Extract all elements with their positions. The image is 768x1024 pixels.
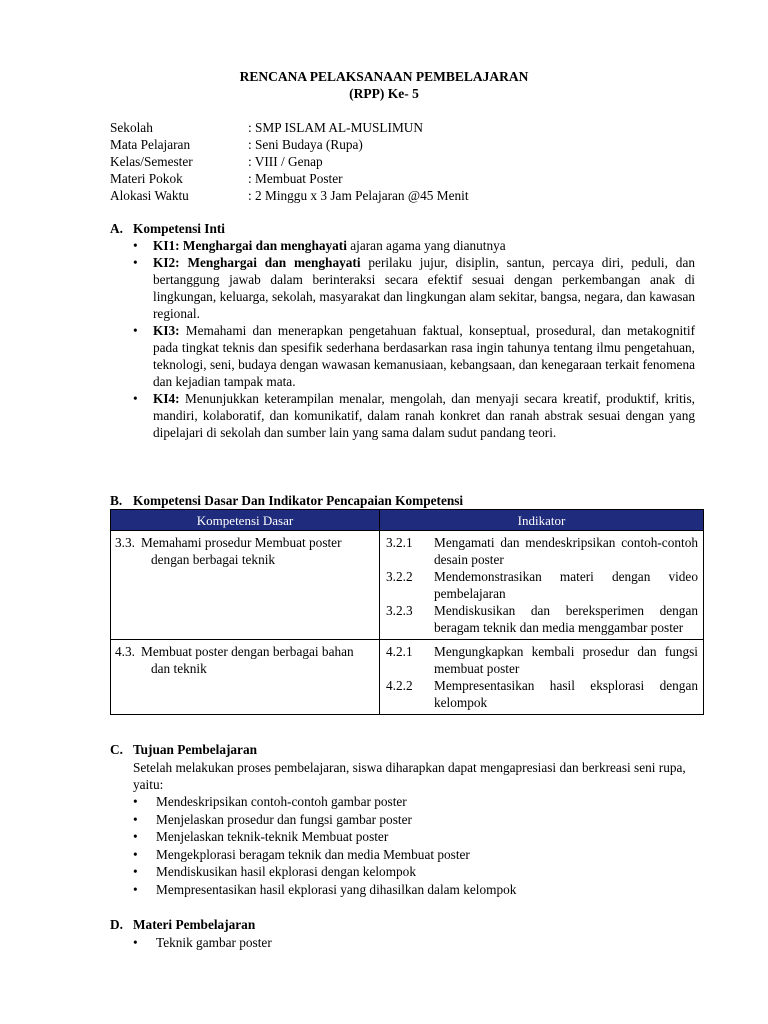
tujuan-list <box>133 793 516 899</box>
list-item-text: Teknik gambar poster <box>156 935 272 950</box>
identity-row <box>110 187 469 204</box>
section-letter: C. <box>110 742 123 757</box>
list-item <box>133 828 516 846</box>
ki-text: ajaran agama yang dianutnya <box>346 238 506 253</box>
list-item-text: Mempresentasikan hasil ekplorasi yang dihasilkan dalam kelompok <box>156 881 517 897</box>
indikator-item <box>386 602 698 636</box>
section-letter: B. <box>110 493 123 508</box>
kd-number: 4.3. <box>115 644 135 659</box>
identity-label: Materi Pokok <box>110 171 183 186</box>
identity-table <box>110 119 469 204</box>
bullet-icon: • <box>133 846 138 862</box>
kd-number: 3.3. <box>115 535 135 550</box>
bullet-icon: • <box>133 935 138 950</box>
ki-label: KI1: Menghargai dan menghayati <box>153 238 347 253</box>
indikator-text: Mempresentasikan hasil eksplorasi dengan kelompok <box>434 678 698 710</box>
bullet-icon: • <box>133 864 138 880</box>
identity-row <box>110 136 469 153</box>
list-item <box>133 846 516 864</box>
bullet-icon: • <box>133 811 138 827</box>
section-title: Tujuan Pembelajaran <box>133 742 257 757</box>
table-row <box>111 640 704 715</box>
identity-label: Alokasi Waktu <box>110 188 189 203</box>
list-item <box>133 322 695 390</box>
list-item-text: Mendeskripsikan contoh-contoh gambar poster <box>156 794 407 809</box>
kompetensi-table <box>110 509 704 715</box>
bullet-icon: • <box>133 323 138 338</box>
document-subtitle: (RPP) Ke- 5 <box>349 86 419 101</box>
bullet-icon: • <box>133 881 138 897</box>
indikator-number: 3.2.2 <box>386 569 413 584</box>
indikator-number: 4.2.1 <box>386 644 413 659</box>
identity-value: : VIII / Genap <box>248 154 323 169</box>
bullet-icon: • <box>133 238 138 253</box>
bullet-icon: • <box>133 255 138 270</box>
section-title: Kompetensi Inti <box>133 221 225 236</box>
materi-list <box>133 934 272 952</box>
indikator-item <box>386 677 698 711</box>
identity-label: Mata Pelajaran <box>110 137 191 152</box>
tujuan-intro: Setelah melakukan proses pembelajaran, siswa diharapkan dapat mengapresiasi dan berkreasi seni rupa, yaitu: <box>133 760 686 792</box>
section-letter: D. <box>110 917 123 932</box>
column-header-indikator: Indikator <box>380 510 704 531</box>
list-item-text: Menjelaskan prosedur dan fungsi gambar poster <box>156 811 412 827</box>
list-item-text: Mendiskusikan hasil ekplorasi dengan kelompok <box>156 864 416 880</box>
column-header-kd: Kompetensi Dasar <box>111 510 380 531</box>
identity-row <box>110 119 469 136</box>
ki-text: perilaku jujur, disiplin, santun, percaya diri, peduli, dan bertanggung jawab dalam berinteraksi secara efektif sesuai dengan perkembangan anak di lingkungan, keluarga, sekolah, masyarakat dan lingkungan alam sekitar, bangsa, negara, dan kawasan regional. <box>153 255 695 321</box>
ki-text: Memahami dan menerapkan pengetahuan faktual, konseptual, prosedural, dan metakognitif pada tingkat teknis dan spesifik sederhana berdasarkan rasa ingin tahunya tentang ilmu pengetahuan, teknologi, seni, budaya dengan wawasan kemanusiaan, kebangsaan, dan kenegaraan terkait fenomena dan kejadian tampak mata. <box>153 323 695 389</box>
kd-text: Membuat poster dengan berbagai bahan dan teknik <box>141 644 354 676</box>
list-item-text: Menjelaskan teknik-teknik Membuat poster <box>156 829 389 845</box>
table-header-row <box>111 510 704 531</box>
section-a-heading <box>110 220 225 237</box>
kd-item <box>117 643 374 677</box>
kd-cell <box>111 531 380 640</box>
list-item <box>133 934 272 952</box>
list-item <box>133 811 516 829</box>
section-letter: A. <box>110 221 123 236</box>
list-item <box>133 254 695 322</box>
indikator-text: Mendemonstrasikan materi dengan video pembelajaran <box>434 569 698 601</box>
indikator-item <box>386 568 698 602</box>
section-c-heading <box>110 741 257 758</box>
indikator-item <box>386 534 698 568</box>
ki-label: KI3: <box>153 323 180 338</box>
indikator-text: Mendiskusikan dan bereksperimen dengan beragam teknik dan media menggambar poster <box>434 603 698 635</box>
ki-text: Menunjukkan keterampilan menalar, mengolah, dan menyaji secara kreatif, produktif, kritis, mandiri, kolaboratif, dan komunikatif, dalam ranah konkret dan ranah abstrak sesuai dengan yang dipelajari di sekolah dan sumber lain yang sama dalam sudut pandang teori. <box>153 391 695 440</box>
list-item <box>133 237 695 254</box>
identity-label: Kelas/Semester <box>110 154 193 169</box>
ki-label: KI2: Menghargai dan menghayati <box>153 255 361 270</box>
section-title: Kompetensi Dasar Dan Indikator Pencapaian Kompetensi <box>133 493 464 508</box>
indikator-number: 3.2.3 <box>386 603 413 618</box>
identity-value: : SMP ISLAM AL-MUSLIMUN <box>248 120 423 135</box>
list-item <box>133 793 516 811</box>
kompetensi-inti-list <box>133 237 695 441</box>
identity-row <box>110 170 469 187</box>
list-item <box>133 390 695 441</box>
section-b-heading <box>110 492 463 509</box>
indikator-number: 3.2.1 <box>386 535 413 550</box>
indikator-text: Mengamati dan mendeskripsikan contoh-contoh desain poster <box>434 535 698 567</box>
identity-label: Sekolah <box>110 120 153 135</box>
identity-row <box>110 153 469 170</box>
table-row <box>111 531 704 640</box>
identity-value: : Seni Budaya (Rupa) <box>248 137 363 152</box>
indikator-cell <box>380 531 704 640</box>
list-item-text: Mengekplorasi beragam teknik dan media Membuat poster <box>156 846 470 862</box>
kd-text: Memahami prosedur Membuat poster dengan berbagai teknik <box>141 535 342 567</box>
bullet-icon: • <box>133 794 138 809</box>
indikator-cell <box>380 640 704 715</box>
section-title: Materi Pembelajaran <box>133 917 256 932</box>
ki-label: KI4: <box>153 391 180 406</box>
indikator-item <box>386 643 698 677</box>
bullet-icon: • <box>133 829 138 845</box>
kd-cell <box>111 640 380 715</box>
bullet-icon: • <box>133 391 138 406</box>
indikator-number: 4.2.2 <box>386 678 413 693</box>
identity-value: : Membuat Poster <box>248 171 343 186</box>
list-item <box>133 881 516 899</box>
identity-value: : 2 Minggu x 3 Jam Pelajaran @45 Menit <box>248 188 469 203</box>
document-title: RENCANA PELAKSANAAN PEMBELAJARAN <box>239 69 529 84</box>
section-d-heading <box>110 916 255 933</box>
list-item <box>133 863 516 881</box>
kd-item <box>117 534 374 568</box>
indikator-text: Mengungkapkan kembali prosedur dan fungsi membuat poster <box>434 644 698 676</box>
